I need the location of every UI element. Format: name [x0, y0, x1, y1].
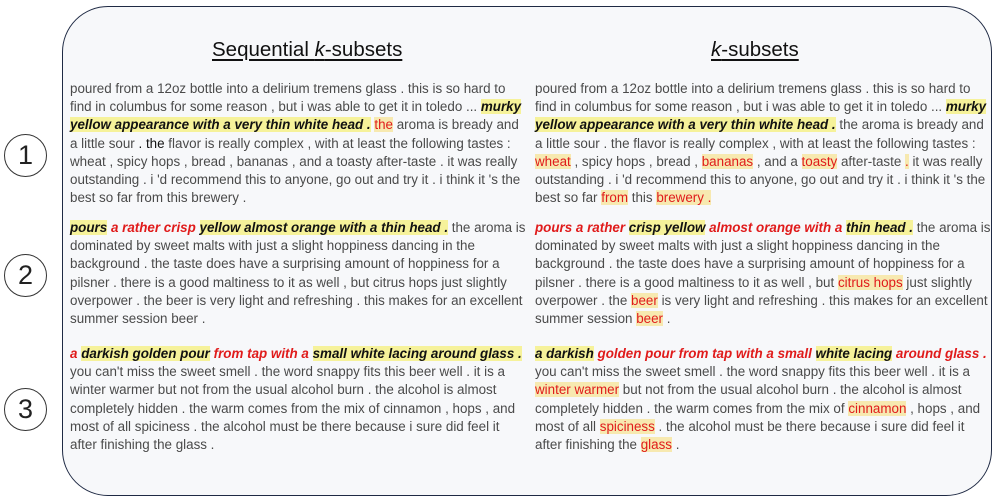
review-3-sequential: [70, 345, 526, 454]
highlighted-phrase: toasty: [801, 153, 838, 169]
review-text: poured from a 12oz bottle into a delirium tremens glass . this is so hard to find in columbus for some reason , but i was able to get it in toledo ...: [535, 81, 971, 115]
highlighted-phrase: pours: [70, 220, 108, 235]
review-text: after-taste: [837, 153, 905, 169]
review-text: aroma is bready and a little sour: [70, 117, 519, 151]
heading-left-suffix: -subsets: [324, 38, 403, 61]
highlighted-phrase: glass: [640, 437, 672, 453]
review-text: it was really outstanding . i 'd recommend this to anyone, go out and try it . i think it 's the best so far: [535, 153, 986, 206]
highlighted-phrase: cinnamon: [848, 400, 907, 416]
review-text: you can't miss the sweet smell . the word snappy fits this beer well . it is a winter warmer but not from the usual alcohol burn . the alcohol is almost completely hidden . the warm comes from the mix of cinnamon , hops , and most of all spiciness . the alcohol must be there because i sure did feel it after finishing the glass .: [70, 364, 516, 453]
heading-right-variable: k: [711, 38, 722, 61]
highlighted-phrase: thin white head .: [730, 117, 836, 133]
highlighted-phrase: the: [145, 135, 165, 151]
highlighted-phrase: the: [374, 117, 393, 133]
heading-right-suffix: -subsets: [721, 38, 799, 61]
highlighted-phrase: spiciness: [599, 418, 655, 434]
review-1-k-subsets: [535, 80, 991, 207]
review-text: the aroma is dominated by sweet malts with just a slight hoppiness dancing in the background . the taste does have a surprising amount of hoppiness for a pilsner . there is a good maltiness to it as well , but: [535, 220, 991, 290]
highlighted-phrase: murky yellow appearance with a very: [535, 99, 987, 133]
example-number-3: 3: [4, 388, 47, 431]
heading-left-variable: k: [314, 38, 325, 61]
highlighted-phrase: beer: [636, 311, 664, 327]
highlighted-phrase: .: [138, 135, 143, 151]
highlighted-phrase: from tap with a: [213, 346, 309, 361]
highlighted-phrase: golden pour from tap with a small: [597, 346, 812, 361]
example-number-1: 1: [4, 134, 47, 177]
review-text: you can't miss the sweet smell . the word snappy fits this beer well . it is a: [535, 364, 970, 380]
review-text: . the alcohol must be there because i sure did feel it after finishing the: [535, 418, 965, 453]
highlighted-phrase: .: [905, 153, 909, 169]
review-text: [812, 346, 816, 361]
review-text: this: [628, 190, 657, 206]
highlighted-phrase: beer: [631, 292, 658, 308]
review-text: .: [663, 311, 671, 327]
review-text: flavor is really complex , with at least the following tastes : wheat , spicy hops , bread , bananas , and a toasty after-taste . it was really outstanding . i 'd recommend this to anyone, go out and try it . i think it 's the best so far from this brewery .: [70, 135, 521, 206]
highlighted-phrase: crisp yellow: [628, 220, 706, 235]
highlighted-phrase: white lacing: [815, 346, 893, 361]
highlighted-phrase: winter warmer: [535, 382, 620, 398]
highlighted-phrase: wheat: [535, 153, 571, 169]
review-3-k-subsets: [535, 345, 991, 454]
highlighted-phrase: yellow almost orange with a thin head .: [199, 220, 449, 235]
highlighted-phrase: a rather crisp: [110, 220, 196, 235]
review-text: but not from the usual alcohol burn . the alcohol is almost completely hidden . the warm comes from the mix of: [535, 382, 962, 416]
highlighted-phrase: a: [70, 346, 78, 361]
highlighted-phrase: bananas: [701, 153, 754, 169]
highlighted-phrase: around glass .: [895, 346, 987, 361]
review-text: .: [671, 437, 680, 453]
review-2-sequential: [70, 219, 526, 328]
example-number-2: 2: [4, 254, 47, 297]
heading-k-subsets: [711, 38, 799, 62]
review-text: [196, 220, 200, 235]
highlighted-phrase: thin head .: [846, 220, 914, 235]
review-text: , and a: [753, 153, 802, 169]
highlighted-phrase: darkish golden pour: [81, 346, 210, 361]
review-2-k-subsets: [535, 219, 991, 328]
heading-sequential-k-subsets: [212, 38, 402, 62]
review-text: is very light and refreshing . this makes for an excellent summer session: [535, 292, 988, 327]
review-text: , spicy hops , bread ,: [570, 153, 702, 169]
highlighted-phrase: murky yellow appearance with a very thin white head .: [70, 99, 522, 133]
highlighted-phrase: citrus hops: [837, 274, 903, 290]
highlighted-phrase: a darkish: [535, 346, 594, 361]
highlighted-phrase: pours a rather: [535, 220, 629, 235]
highlighted-phrase: almost orange with a: [709, 220, 843, 235]
review-text: the aroma is dominated by sweet malts with just a slight hoppiness dancing in the background . the taste does have a surprising amount of hoppiness for a pilsner . there is a good maltiness to it as well , but citrus hops just slightly overpower . the beer is very light and refreshing . this makes for an excellent summer session beer .: [70, 220, 526, 327]
review-text: the aroma is bready and a little sour . the flavor is really complex , with at least the following tastes :: [535, 117, 984, 151]
review-1-sequential: [70, 80, 526, 207]
heading-left-prefix: Sequential: [212, 38, 315, 61]
highlighted-phrase: brewery .: [656, 190, 712, 206]
review-text: poured from a 12oz bottle into a delirium tremens glass . this is so hard to find in columbus for some reason , but i was able to get it in toledo ...: [70, 81, 506, 115]
highlighted-phrase: from: [601, 190, 629, 206]
highlighted-phrase: small white lacing around glass .: [312, 346, 522, 361]
review-text: , hops , and most of all: [535, 400, 981, 434]
review-text: just slightly overpower . the: [535, 274, 972, 308]
